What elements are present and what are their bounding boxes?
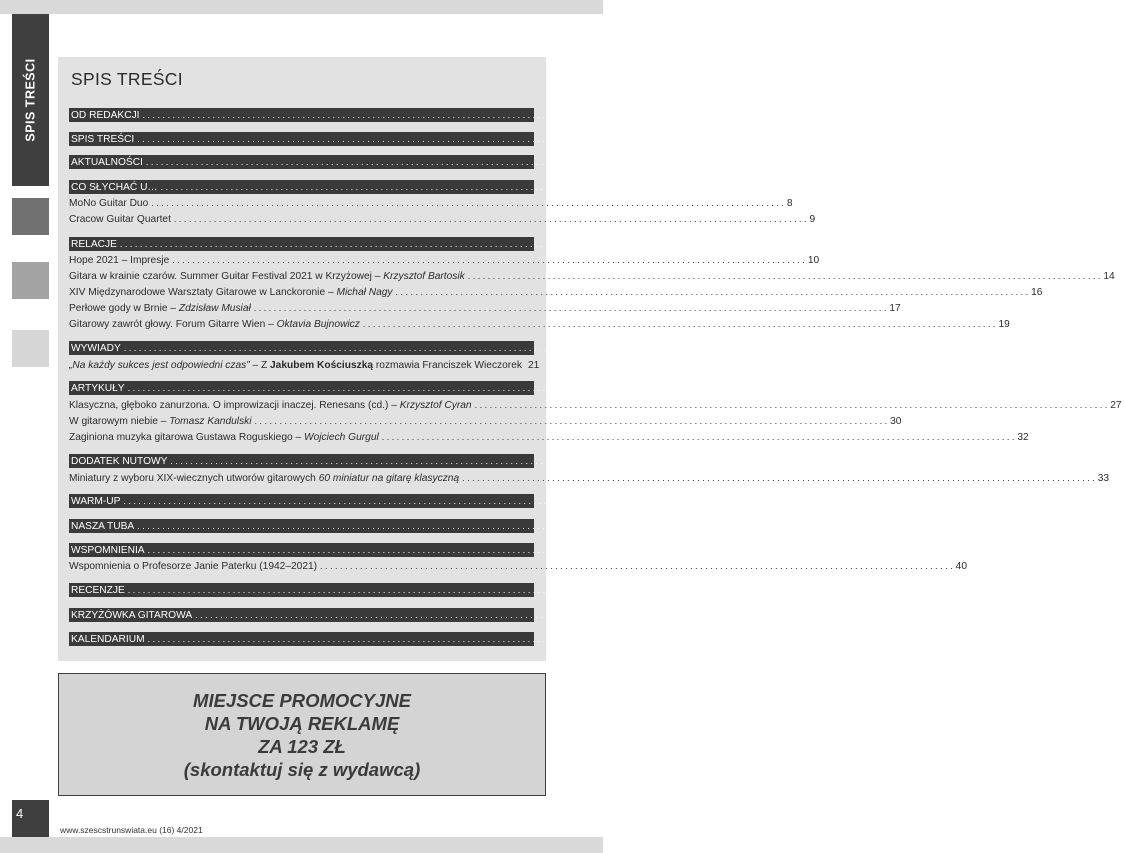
- toc-dot-leader: [170, 456, 803, 466]
- toc-page-number: 45: [830, 609, 843, 621]
- bottom-band: [0, 837, 603, 853]
- toc-entry-title: CO SŁYCHAĆ U…: [71, 181, 158, 193]
- toc-dot-leader: [137, 134, 770, 144]
- toc-entry-title: KALENDARIUM: [71, 633, 145, 645]
- toc-entry: [69, 358, 540, 372]
- toc-dot-leader: [320, 561, 953, 571]
- toc-page-number: 5: [781, 156, 788, 168]
- toc-entry: [69, 430, 1029, 444]
- toc-entry-title: „Na każdy sukces jest odpowiedni czas” – Z Jakubem Kościuszką rozmawia Franciszek Wieczorek: [69, 359, 522, 371]
- promo-line: NA TWOJĄ REKLAMĘ: [204, 712, 400, 734]
- toc-entry-author: Oktavia Bujnowicz: [276, 318, 360, 330]
- page-number-box: [12, 800, 49, 837]
- toc-page-number: 32: [1017, 431, 1029, 443]
- toc-entry-title: RELACJE: [71, 238, 117, 250]
- toc-dot-leader: [128, 383, 761, 393]
- toc-section-header: [69, 132, 779, 146]
- toc-page-number: 43: [763, 584, 775, 596]
- toc-section-header: [69, 608, 843, 622]
- footer-text: www.szescstrunswiata.eu (16) 4/2021: [60, 825, 203, 835]
- toc-entry-title: WARM-UP: [71, 495, 121, 507]
- toc-dot-leader: [172, 255, 805, 265]
- toc-dot-leader: [143, 110, 776, 120]
- toc-page-number: 21: [759, 342, 771, 354]
- toc-dot-leader: [161, 182, 794, 192]
- toc-dot-leader: [475, 400, 1108, 410]
- toc-page-number: 27: [763, 382, 775, 394]
- toc-section-header: [69, 543, 795, 557]
- toc-dot-leader: [151, 198, 784, 208]
- toc-dot-leader: [255, 416, 888, 426]
- toc-section-header: [69, 341, 771, 355]
- toc-dot-leader: [124, 343, 757, 353]
- toc-entry-title: DODATEK NUTOWY: [71, 455, 168, 467]
- toc-section-header: [69, 454, 818, 468]
- toc-page-number: 8: [796, 181, 802, 193]
- toc-entry-author: Tomasz Kandulski: [169, 415, 252, 427]
- toc-entry-title: Wspomnienia o Profesorze Janie Paterku (1942–2021): [69, 560, 318, 572]
- toc-entry-title: ARTYKUŁY: [71, 382, 125, 394]
- toc-dot-leader: [363, 319, 996, 329]
- toc-dot-leader: [195, 610, 828, 620]
- toc-page-number: 14: [1103, 270, 1115, 282]
- toc-entry-title: Cracow Guitar Quartet: [69, 213, 171, 225]
- toc-page-number: 40: [783, 544, 795, 556]
- toc-entry-title: W gitarowym niebie – Tomasz Kandulski: [69, 415, 252, 427]
- toc-dot-leader: [146, 157, 779, 167]
- toc-section-header: [69, 180, 802, 194]
- toc-entry: [69, 301, 901, 315]
- toc-entry: [69, 414, 902, 428]
- toc-entry: [69, 212, 816, 226]
- toc-entry-title: RECENZJE: [71, 584, 125, 596]
- toc-page-number: 27: [1110, 399, 1122, 411]
- toc-entry: [69, 471, 1110, 485]
- toc-entry-title: NASZA TUBA: [71, 520, 135, 532]
- toc-entry: [69, 285, 1043, 299]
- toc-page-number: 30: [890, 415, 902, 427]
- toc-page-number: 9: [809, 213, 816, 225]
- toc-entry-title: WSPOMNIENIA: [71, 544, 145, 556]
- toc-section-header: [69, 494, 771, 508]
- toc-section-header: [69, 632, 795, 646]
- toc-entry: [69, 317, 1010, 331]
- toc-entry-title: OD REDAKCJI: [71, 109, 140, 121]
- decor-square-mid: [12, 262, 49, 299]
- toc-entry-title: Klasyczna, głęboko zanurzona. O improwizacji inaczej. Renesans (cd.) – Krzysztof Cyran: [69, 399, 472, 411]
- toc-dot-leader: [254, 303, 887, 313]
- toc-entry: [69, 398, 1122, 412]
- toc-entry: [69, 253, 820, 267]
- side-tab-label: SPIS TREŚCI: [23, 58, 38, 142]
- toc-entry-author: Krzysztof Cyran: [399, 399, 472, 411]
- toc-page-number: 10: [807, 254, 820, 266]
- promo-line: ZA 123 ZŁ: [258, 735, 346, 757]
- toc-section-header: [69, 108, 784, 122]
- toc-entry-title: MoNo Guitar Duo: [69, 197, 149, 209]
- toc-dot-leader: [137, 521, 770, 531]
- toc-entry-author: Michał Nagy: [336, 286, 393, 298]
- toc-page-number: 4: [772, 133, 779, 145]
- toc-dot-leader: [468, 271, 1101, 281]
- toc-page-number: 16: [1031, 286, 1043, 298]
- toc-dot-leader: [148, 545, 781, 555]
- toc-section-header: [69, 381, 775, 395]
- toc-dot-leader: [120, 239, 753, 249]
- toc-page-number: 33: [806, 455, 818, 467]
- toc-entry-title: Hope 2021 – Impresje: [69, 254, 170, 266]
- toc-entry: [69, 269, 1115, 283]
- toc-page-number: 3: [778, 109, 784, 121]
- toc-dot-leader: [148, 634, 781, 644]
- toc-entry-title: Perłowe gody w Brnie – Zdzisław Musiał: [69, 302, 251, 314]
- promo-line: (skontaktuj się z wydawcą): [183, 758, 421, 780]
- toc-page-number: 19: [998, 318, 1010, 330]
- toc-section-header: [69, 583, 775, 597]
- toc-page-number: 21: [527, 359, 540, 371]
- toc-title: SPIS TREŚCI: [71, 69, 183, 89]
- toc-dot-leader: [123, 496, 756, 506]
- toc-page-number: 39: [772, 520, 785, 532]
- promo-box: [58, 673, 546, 796]
- table-of-contents: [58, 57, 1122, 661]
- decor-square-light: [12, 330, 49, 367]
- toc-entry-title: Gitarowy zawrót głowy. Forum Gitarre Wien – Oktavia Bujnowicz: [69, 318, 360, 330]
- toc-section-header: [69, 237, 767, 251]
- toc-entry-title: KRZYŻÓWKA GITAROWA: [71, 609, 193, 621]
- toc-entry-author: Zdzisław Musiał: [178, 302, 251, 314]
- toc-dot-leader: [396, 287, 1029, 297]
- toc-entry-author: Wojciech Gurgul: [304, 431, 379, 443]
- toc-entry-title: Gitara w krainie czarów. Summer Guitar Festival 2021 w Krzyżowej – Krzysztof Bartosik: [69, 270, 465, 282]
- toc-dot-leader: [174, 214, 807, 224]
- toc-page-number: 38: [759, 495, 771, 507]
- toc-page-number: 46: [783, 633, 795, 645]
- toc-section-header: [69, 519, 785, 533]
- toc-page-number: 10: [755, 238, 767, 250]
- toc-page-number: 40: [955, 560, 968, 572]
- toc-entry: [69, 196, 793, 210]
- toc-page-number: 8: [786, 197, 793, 209]
- toc-entry-author: Krzysztof Bartosik: [383, 270, 465, 282]
- toc-section-header: [69, 155, 788, 169]
- toc-entry-title: AKTUALNOŚCI: [71, 156, 143, 168]
- toc-dot-leader: [128, 585, 761, 595]
- toc-entry-title: Miniatury z wyboru XIX-wiecznych utworów gitarowych 60 miniatur na gitarę klasyczną: [69, 472, 460, 484]
- toc-entry-title: Zaginiona muzyka gitarowa Gustawa Roguskiego – Wojciech Gurgul: [69, 431, 379, 443]
- toc-entry-title: SPIS TREŚCI: [71, 133, 135, 145]
- toc-entry-title: WYWIADY: [71, 342, 121, 354]
- top-band: [0, 0, 603, 14]
- promo-line: MIEJSCE PROMOCYJNE: [193, 689, 411, 711]
- toc-dot-leader: [462, 473, 1095, 483]
- toc-dot-leader: [382, 432, 1015, 442]
- page-number: 4: [16, 806, 24, 821]
- toc-entry: [69, 559, 968, 573]
- toc-entry-title: XIV Międzynarodowe Warsztaty Gitarowe w Lanckoronie – Michał Nagy: [69, 286, 393, 298]
- toc-page-number: 17: [889, 302, 901, 314]
- section-side-tab: [12, 14, 49, 186]
- decor-square-dark: [12, 198, 49, 235]
- toc-page-number: 33: [1097, 472, 1110, 484]
